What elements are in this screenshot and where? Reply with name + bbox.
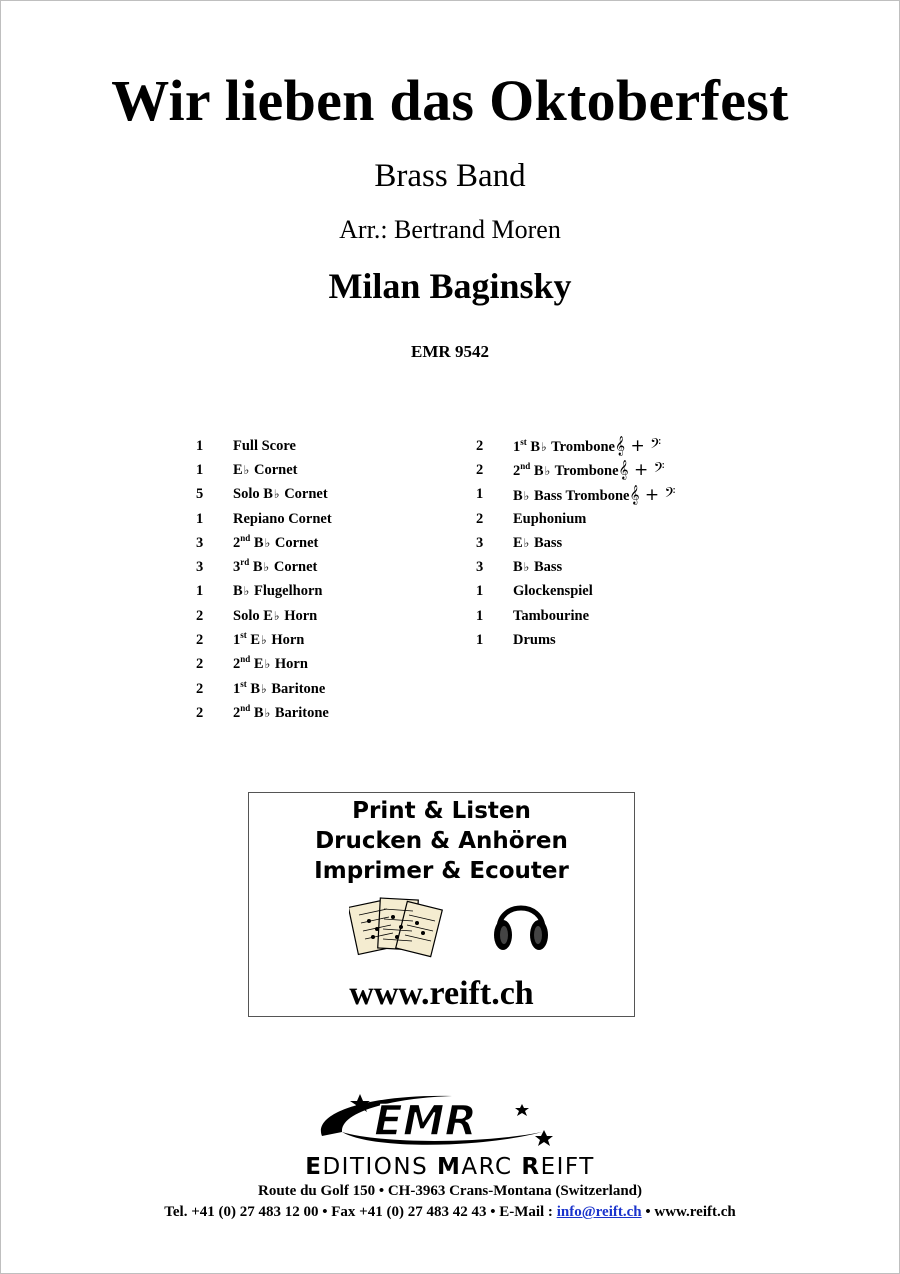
part-quantity: 1 <box>476 632 484 649</box>
part-row <box>196 653 332 677</box>
part-quantity: 2 <box>196 632 204 649</box>
composer-name: Milan Baginsky <box>328 266 572 306</box>
flat-symbol: ♭ <box>261 633 267 648</box>
logo-text: EMR <box>374 1096 477 1145</box>
part-key: B <box>246 680 261 697</box>
email-link[interactable]: info@reift.ch <box>556 1204 642 1220</box>
part-instrument: Horn <box>280 607 318 624</box>
print-listen-box <box>248 792 635 1017</box>
part-quantity: 2 <box>196 656 204 673</box>
part-instrument: Trombone <box>551 463 619 480</box>
part-instrument: Horn <box>267 632 305 649</box>
clef-icon: 𝄞 + 𝄢 <box>618 460 665 481</box>
part-quantity: 5 <box>196 486 204 503</box>
flat-symbol: ♭ <box>243 462 250 477</box>
flat-symbol: ♭ <box>261 681 267 696</box>
part-row <box>196 701 332 725</box>
ensemble-subtitle: Brass Band <box>374 158 526 194</box>
part-name-text: Euphonium <box>513 510 587 527</box>
part-key: B <box>250 534 264 551</box>
ordinal-suffix: nd <box>240 703 251 714</box>
ordinal-suffix: st <box>520 437 527 448</box>
part-name <box>513 485 675 505</box>
part-name <box>233 632 304 649</box>
part-key: E <box>233 461 243 478</box>
part-name-text: 1 <box>233 632 241 649</box>
part-name-text: 3 <box>233 559 241 576</box>
part-quantity: 2 <box>476 510 484 527</box>
part-name <box>233 462 297 479</box>
part-instrument: Baritone <box>271 704 329 721</box>
part-key: E <box>250 656 264 673</box>
part-instrument: Bass <box>530 559 563 576</box>
part-name <box>233 438 296 455</box>
flat-symbol: ♭ <box>264 657 271 672</box>
part-instrument: Horn <box>271 656 308 673</box>
part-name <box>513 559 562 576</box>
part-quantity: 1 <box>196 461 204 478</box>
part-quantity: 2 <box>476 437 484 454</box>
part-quantity: 3 <box>196 559 204 576</box>
part-row <box>476 483 675 507</box>
part-instrument: Trombone <box>547 439 615 456</box>
part-instrument: Cornet <box>271 534 319 551</box>
part-name <box>233 656 308 673</box>
flat-symbol: ♭ <box>523 535 530 550</box>
part-row <box>196 628 332 652</box>
part-row <box>196 531 332 555</box>
headphones-icon <box>491 891 551 955</box>
flat-symbol: ♭ <box>263 560 270 575</box>
publisher-address: Route du Golf 150 • CH-3963 Crans-Montana (Switzerland) <box>258 1183 642 1199</box>
part-key: E <box>513 534 523 551</box>
part-name-text: Glockenspiel <box>513 583 593 600</box>
part-quantity: 1 <box>196 510 204 527</box>
arranger-credit: Arr.: Bertrand Moren <box>339 215 561 244</box>
catalog-number: EMR 9542 <box>411 342 489 361</box>
flat-symbol: ♭ <box>523 488 530 503</box>
part-quantity: 2 <box>196 607 204 624</box>
part-name <box>513 632 556 649</box>
part-name <box>513 511 586 528</box>
part-name-text: Tambourine <box>513 607 590 624</box>
website-url[interactable]: www.reift.ch <box>349 975 534 1012</box>
part-quantity: 3 <box>476 534 484 551</box>
flat-symbol: ♭ <box>264 535 271 550</box>
parts-list-right <box>476 434 675 653</box>
part-quantity: 2 <box>196 704 204 721</box>
part-quantity: 1 <box>196 583 204 600</box>
part-name <box>233 511 332 528</box>
flat-symbol: ♭ <box>541 440 547 455</box>
ordinal-suffix: nd <box>520 461 531 472</box>
part-instrument: Flugelhorn <box>250 583 323 600</box>
part-key: B <box>233 583 243 600</box>
ordinal-suffix: st <box>240 630 247 641</box>
part-name-text: Solo <box>233 486 264 503</box>
part-row <box>196 458 332 482</box>
part-instrument: Bass <box>530 534 563 551</box>
part-key: B <box>250 704 264 721</box>
part-key: B <box>526 439 541 456</box>
part-row <box>476 628 675 652</box>
part-row <box>196 580 332 604</box>
part-key: B <box>263 486 273 503</box>
part-row <box>196 434 332 458</box>
part-quantity: 1 <box>476 607 484 624</box>
part-row <box>476 434 675 458</box>
part-quantity: 2 <box>196 680 204 697</box>
sheet-music-icon <box>349 893 444 959</box>
part-instrument: Cornet <box>250 461 298 478</box>
part-row <box>196 604 332 628</box>
part-name <box>233 486 328 503</box>
parts-list-left <box>196 434 332 726</box>
part-quantity: 2 <box>476 461 484 478</box>
flat-symbol: ♭ <box>273 608 280 623</box>
publisher-contact: Tel. +41 (0) 27 483 12 00 • Fax +41 (0) 27 483 42 43 • E-Mail : info@reift.ch • www.reift.ch <box>164 1204 736 1220</box>
part-row <box>476 531 675 555</box>
flat-symbol: ♭ <box>264 705 271 720</box>
publisher-name: EDITIONS MARC REIFT <box>305 1154 595 1180</box>
flat-symbol: ♭ <box>544 464 551 479</box>
part-name <box>513 460 665 480</box>
part-quantity: 1 <box>476 583 484 600</box>
part-instrument: Cornet <box>270 559 318 576</box>
part-quantity: 1 <box>476 486 484 503</box>
score-title: Wir lieben das Oktoberfest <box>111 68 789 133</box>
print-listen-de: Drucken & Anhören <box>315 828 568 854</box>
part-name <box>233 583 322 600</box>
part-name <box>233 608 317 625</box>
part-quantity: 3 <box>476 559 484 576</box>
part-row <box>476 604 675 628</box>
ordinal-suffix: nd <box>240 654 251 665</box>
part-row <box>476 580 675 604</box>
part-name-text: Solo <box>233 607 264 624</box>
part-instrument: Baritone <box>267 680 326 697</box>
ordinal-suffix: st <box>240 678 247 689</box>
part-name <box>513 583 593 600</box>
part-name <box>513 608 589 625</box>
ordinal-suffix: nd <box>240 533 251 543</box>
print-listen-fr: Imprimer & Ecouter <box>314 858 569 884</box>
part-name-text: Repiano Cornet <box>233 510 332 527</box>
clef-icon: 𝄞 + 𝄢 <box>615 436 662 457</box>
part-row <box>196 555 332 579</box>
flat-symbol: ♭ <box>523 560 530 575</box>
part-instrument: Bass Trombone <box>530 487 630 504</box>
part-name-text: 1 <box>233 680 241 697</box>
part-row <box>196 483 332 507</box>
part-name-text: Full Score <box>233 437 296 454</box>
part-key: B <box>513 487 523 504</box>
part-key: B <box>530 463 544 480</box>
ordinal-suffix: rd <box>240 557 250 568</box>
part-name-text: 2 <box>233 656 241 673</box>
part-name <box>233 559 317 576</box>
part-name-text: 2 <box>233 704 241 721</box>
flat-symbol: ♭ <box>243 584 250 599</box>
part-row <box>476 458 675 482</box>
emr-logo <box>312 1092 562 1152</box>
part-key: B <box>513 559 523 576</box>
part-name <box>233 535 318 552</box>
part-row <box>196 507 332 531</box>
print-listen-en: Print & Listen <box>352 798 531 824</box>
part-name-text: 1 <box>513 439 521 456</box>
part-key: E <box>246 632 261 649</box>
part-row <box>476 555 675 579</box>
part-row <box>196 677 332 701</box>
part-name-text: 2 <box>233 534 241 551</box>
part-name <box>513 535 562 552</box>
part-quantity: 3 <box>196 534 204 551</box>
part-row <box>476 507 675 531</box>
part-name-text: Drums <box>513 632 556 649</box>
clef-icon: 𝄞 + 𝄢 <box>629 484 676 505</box>
part-instrument: Cornet <box>280 486 328 503</box>
part-key: E <box>263 607 273 624</box>
part-key: B <box>249 559 263 576</box>
part-quantity: 1 <box>196 437 204 454</box>
part-name <box>233 678 326 698</box>
part-name <box>513 436 661 456</box>
part-name-text: 2 <box>513 463 521 480</box>
flat-symbol: ♭ <box>273 487 280 502</box>
part-name <box>233 705 329 722</box>
